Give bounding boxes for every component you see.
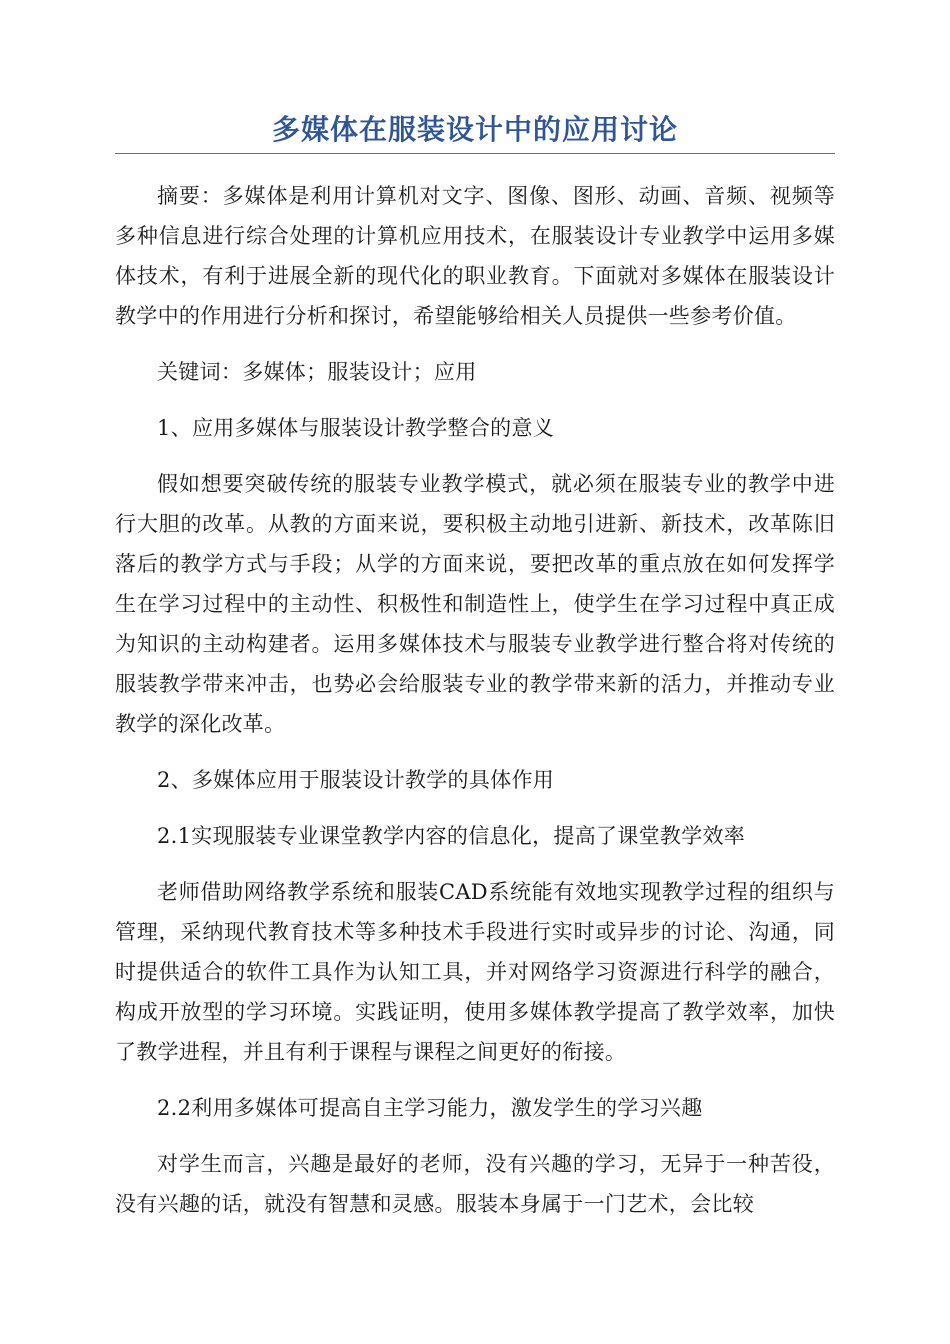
document-page [115,110,835,1224]
keywords-line: 关键词：多媒体；服装设计；应用 [157,360,477,384]
subsection-heading: 2.2利用多媒体可提高自主学习能力，激发学生的学习兴趣 [157,1096,703,1120]
section-heading: 1、应用多媒体与服装设计教学整合的意义 [157,416,555,440]
document-title: 多媒体在服装设计中的应用讨论 [115,110,835,154]
abstract-paragraph: 摘要：多媒体是利用计算机对文字、图像、图形、动画、音频、视频等多种信息进行综合处理的计算机应用技术，在服装设计专业教学中运用多媒体技术，有利于进展全新的现代化的职业教育。下面就对多媒体在服装设计教学中的作用进行分析和探讨，希望能够给相关人员提供一些参考价值。 [115,184,835,328]
subsection-heading: 2.1实现服装专业课堂教学内容的信息化，提高了课堂教学效率 [157,824,746,848]
document-body [115,176,835,1224]
section-heading: 2、多媒体应用于服装设计教学的具体作用 [157,768,555,792]
body-paragraph: 假如想要突破传统的服装专业教学模式，就必须在服装专业的教学中进行大胆的改革。从教的方面来说，要积极主动地引进新、新技术，改革陈旧落后的教学方式与手段；从学的方面来说，要把改革的重点放在如何发挥学生在学习过程中的主动性、积极性和制造性上，使学生在学习过程中真正成为知识的主动构建者。运用多媒体技术与服装专业教学进行整合将对传统的服装教学带来冲击，也势必会给服装专业的教学带来新的活力，并推动专业教学的深化改革。 [115,472,835,736]
body-paragraph: 老师借助网络教学系统和服装CAD系统能有效地实现教学过程的组织与管理，采纳现代教育技术等多种技术手段进行实时或异步的讨论、沟通，同时提供适合的软件工具作为认知工具，并对网络学习资源进行科学的融合，构成开放型的学习环境。实践证明，使用多媒体教学提高了教学效率，加快了教学进程，并且有利于课程与课程之间更好的衔接。 [115,880,835,1064]
body-paragraph: 对学生而言，兴趣是最好的老师，没有兴趣的学习，无异于一种苦役，没有兴趣的话，就没有智慧和灵感。服装本身属于一门艺术，会比较 [115,1152,835,1216]
